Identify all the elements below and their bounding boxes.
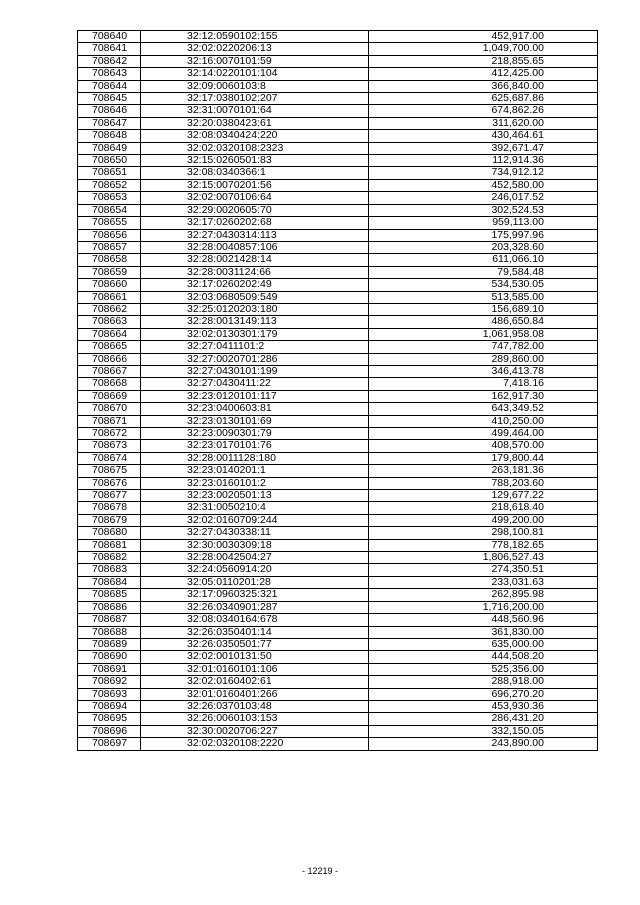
- table-row: [78, 316, 598, 328]
- table-row: [78, 614, 598, 626]
- record-id-cell: 708672: [78, 428, 141, 440]
- amount-cell: 346,413.78: [369, 365, 598, 377]
- record-id-cell: 708679: [78, 514, 141, 526]
- record-id-cell: 708678: [78, 502, 141, 514]
- cadastral-number-cell: 32:28:0042504:27: [141, 552, 369, 564]
- amount-cell: 1,806,527.43: [369, 552, 598, 564]
- table-row: [78, 328, 598, 340]
- table-row: [78, 105, 598, 117]
- cadastral-number-cell: 32:17:0960325:321: [141, 589, 369, 601]
- record-id-cell: 708667: [78, 365, 141, 377]
- record-id-cell: 708695: [78, 713, 141, 725]
- table-row: [78, 217, 598, 229]
- table-row: [78, 452, 598, 464]
- records-table: [77, 30, 598, 751]
- record-id-cell: 708686: [78, 601, 141, 613]
- cadastral-number-cell: 32:28:0040857:106: [141, 241, 369, 253]
- cadastral-number-cell: 32:09:0060103:8: [141, 80, 369, 92]
- amount-cell: 486,650.84: [369, 316, 598, 328]
- record-id-cell: 708694: [78, 700, 141, 712]
- cadastral-number-cell: 32:05:0110201:28: [141, 576, 369, 588]
- cadastral-number-cell: 32:26:0340901:287: [141, 601, 369, 613]
- table-row: [78, 651, 598, 663]
- record-id-cell: 708684: [78, 576, 141, 588]
- cadastral-number-cell: 32:17:0260202:68: [141, 217, 369, 229]
- record-id-cell: 708681: [78, 539, 141, 551]
- amount-cell: 274,350.51: [369, 564, 598, 576]
- amount-cell: 778,182.65: [369, 539, 598, 551]
- cadastral-number-cell: 32:08:0340424:220: [141, 130, 369, 142]
- table-row: [78, 539, 598, 551]
- table-row: [78, 80, 598, 92]
- table-row: [78, 440, 598, 452]
- table-row: [78, 638, 598, 650]
- amount-cell: 243,890.00: [369, 738, 598, 750]
- table-row: [78, 514, 598, 526]
- amount-cell: 643,349.52: [369, 403, 598, 415]
- record-id-cell: 708650: [78, 155, 141, 167]
- cadastral-number-cell: 32:29:0020605:70: [141, 204, 369, 216]
- record-id-cell: 708690: [78, 651, 141, 663]
- record-id-cell: 708674: [78, 452, 141, 464]
- record-id-cell: 708662: [78, 303, 141, 315]
- amount-cell: 262,895.98: [369, 589, 598, 601]
- amount-cell: 513,585.00: [369, 291, 598, 303]
- amount-cell: 410,250.00: [369, 415, 598, 427]
- table-row: [78, 55, 598, 67]
- table-row: [78, 490, 598, 502]
- page-number: - 12219 -: [301, 866, 339, 876]
- cadastral-number-cell: 32:27:0430338:11: [141, 527, 369, 539]
- cadastral-number-cell: 32:25:0120203:180: [141, 303, 369, 315]
- table-row: [78, 552, 598, 564]
- cadastral-number-cell: 32:23:0130101:69: [141, 415, 369, 427]
- amount-cell: 625,687.86: [369, 93, 598, 105]
- amount-cell: 203,328.60: [369, 241, 598, 253]
- table-row: [78, 266, 598, 278]
- amount-cell: 959,113.00: [369, 217, 598, 229]
- amount-cell: 392,671.47: [369, 142, 598, 154]
- record-id-cell: 708673: [78, 440, 141, 452]
- amount-cell: 452,917.00: [369, 31, 598, 43]
- cadastral-number-cell: 32:28:0011128:180: [141, 452, 369, 464]
- table-row: [78, 204, 598, 216]
- record-id-cell: 708665: [78, 341, 141, 353]
- amount-cell: 263,181.36: [369, 465, 598, 477]
- amount-cell: 747,782.00: [369, 341, 598, 353]
- table-row: [78, 254, 598, 266]
- records-body: [78, 31, 598, 751]
- cadastral-number-cell: 32:31:0050210:4: [141, 502, 369, 514]
- record-id-cell: 708664: [78, 328, 141, 340]
- table-row: [78, 192, 598, 204]
- record-id-cell: 708689: [78, 638, 141, 650]
- amount-cell: 218,855.65: [369, 55, 598, 67]
- amount-cell: 453,930.36: [369, 700, 598, 712]
- cadastral-number-cell: 32:02:0160402:61: [141, 676, 369, 688]
- amount-cell: 1,716,200.00: [369, 601, 598, 613]
- table-row: [78, 241, 598, 253]
- amount-cell: 696,270.20: [369, 688, 598, 700]
- amount-cell: 430,464.61: [369, 130, 598, 142]
- table-row: [78, 378, 598, 390]
- table-row: [78, 341, 598, 353]
- record-id-cell: 708648: [78, 130, 141, 142]
- amount-cell: 288,918.00: [369, 676, 598, 688]
- record-id-cell: 708660: [78, 279, 141, 291]
- cadastral-number-cell: 32:23:0160101:2: [141, 477, 369, 489]
- amount-cell: 79,584.48: [369, 266, 598, 278]
- amount-cell: 1,061,958.08: [369, 328, 598, 340]
- record-id-cell: 708676: [78, 477, 141, 489]
- cadastral-number-cell: 32:17:0260202:49: [141, 279, 369, 291]
- cadastral-number-cell: 32:01:0160401:266: [141, 688, 369, 700]
- table-row: [78, 43, 598, 55]
- cadastral-number-cell: 32:02:0010131:50: [141, 651, 369, 663]
- amount-cell: 734,912.12: [369, 167, 598, 179]
- cadastral-number-cell: 32:02:0320108:2220: [141, 738, 369, 750]
- table-row: [78, 279, 598, 291]
- record-id-cell: 708677: [78, 490, 141, 502]
- cadastral-number-cell: 32:01:0160101:106: [141, 663, 369, 675]
- table-row: [78, 527, 598, 539]
- cadastral-number-cell: 32:14:0220101:104: [141, 68, 369, 80]
- amount-cell: 534,530.05: [369, 279, 598, 291]
- cadastral-number-cell: 32:28:0021428:14: [141, 254, 369, 266]
- record-id-cell: 708654: [78, 204, 141, 216]
- cadastral-number-cell: 32:15:0260501:83: [141, 155, 369, 167]
- record-id-cell: 708646: [78, 105, 141, 117]
- amount-cell: 499,200.00: [369, 514, 598, 526]
- cadastral-number-cell: 32:02:0220206:13: [141, 43, 369, 55]
- record-id-cell: 708675: [78, 465, 141, 477]
- record-id-cell: 708645: [78, 93, 141, 105]
- cadastral-number-cell: 32:12:0590102:155: [141, 31, 369, 43]
- cadastral-number-cell: 32:27:0430411:22: [141, 378, 369, 390]
- amount-cell: 452,580.00: [369, 179, 598, 191]
- record-id-cell: 708683: [78, 564, 141, 576]
- amount-cell: 525,356.00: [369, 663, 598, 675]
- amount-cell: 7,418.16: [369, 378, 598, 390]
- table-row: [78, 291, 598, 303]
- record-id-cell: 708643: [78, 68, 141, 80]
- cadastral-number-cell: 32:23:0170101:76: [141, 440, 369, 452]
- cadastral-number-cell: 32:28:0031124:66: [141, 266, 369, 278]
- record-id-cell: 708642: [78, 55, 141, 67]
- table-row: [78, 688, 598, 700]
- amount-cell: 412,425.00: [369, 68, 598, 80]
- table-row: [78, 68, 598, 80]
- table-row: [78, 502, 598, 514]
- amount-cell: 408,570.00: [369, 440, 598, 452]
- amount-cell: 674,862.26: [369, 105, 598, 117]
- record-id-cell: 708687: [78, 614, 141, 626]
- cadastral-number-cell: 32:02:0160709:244: [141, 514, 369, 526]
- record-id-cell: 708649: [78, 142, 141, 154]
- record-id-cell: 708653: [78, 192, 141, 204]
- record-id-cell: 708693: [78, 688, 141, 700]
- amount-cell: 112,914.36: [369, 155, 598, 167]
- record-id-cell: 708659: [78, 266, 141, 278]
- cadastral-number-cell: 32:23:0120101:117: [141, 390, 369, 402]
- table-row: [78, 130, 598, 142]
- cadastral-number-cell: 32:23:0140201:1: [141, 465, 369, 477]
- cadastral-number-cell: 32:02:0070106:64: [141, 192, 369, 204]
- table-row: [78, 428, 598, 440]
- table-row: [78, 477, 598, 489]
- table-row: [78, 142, 598, 154]
- cadastral-number-cell: 32:27:0430314:113: [141, 229, 369, 241]
- cadastral-number-cell: 32:17:0380102:207: [141, 93, 369, 105]
- cadastral-number-cell: 32:26:0350501:77: [141, 638, 369, 650]
- table-row: [78, 564, 598, 576]
- amount-cell: 1,049,700.00: [369, 43, 598, 55]
- cadastral-number-cell: 32:31:0070101:64: [141, 105, 369, 117]
- record-id-cell: 708652: [78, 179, 141, 191]
- amount-cell: 448,560.96: [369, 614, 598, 626]
- record-id-cell: 708680: [78, 527, 141, 539]
- record-id-cell: 708697: [78, 738, 141, 750]
- table-row: [78, 167, 598, 179]
- cadastral-number-cell: 32:28:0013149:113: [141, 316, 369, 328]
- record-id-cell: 708655: [78, 217, 141, 229]
- amount-cell: 179,800.44: [369, 452, 598, 464]
- cadastral-number-cell: 32:27:0020701:286: [141, 353, 369, 365]
- table-row: [78, 663, 598, 675]
- cadastral-number-cell: 32:16:0070101:59: [141, 55, 369, 67]
- amount-cell: 311,620.00: [369, 117, 598, 129]
- record-id-cell: 708666: [78, 353, 141, 365]
- amount-cell: 611,066.10: [369, 254, 598, 266]
- table-row: [78, 676, 598, 688]
- amount-cell: 218,618.40: [369, 502, 598, 514]
- record-id-cell: 708682: [78, 552, 141, 564]
- amount-cell: 286,431.20: [369, 713, 598, 725]
- table-row: [78, 700, 598, 712]
- amount-cell: 233,031.63: [369, 576, 598, 588]
- table-row: [78, 465, 598, 477]
- cadastral-number-cell: 32:15:0070201:56: [141, 179, 369, 191]
- cadastral-number-cell: 32:27:0430101:199: [141, 365, 369, 377]
- table-row: [78, 229, 598, 241]
- record-id-cell: 708651: [78, 167, 141, 179]
- table-row: [78, 738, 598, 750]
- cadastral-number-cell: 32:03:0680509:549: [141, 291, 369, 303]
- amount-cell: 302,524.53: [369, 204, 598, 216]
- record-id-cell: 708641: [78, 43, 141, 55]
- record-id-cell: 708696: [78, 725, 141, 737]
- cadastral-number-cell: 32:08:0340164:678: [141, 614, 369, 626]
- amount-cell: 298,100.81: [369, 527, 598, 539]
- record-id-cell: 708658: [78, 254, 141, 266]
- cadastral-number-cell: 32:26:0370103:48: [141, 700, 369, 712]
- table-row: [78, 403, 598, 415]
- cadastral-number-cell: 32:30:0030309:18: [141, 539, 369, 551]
- cadastral-number-cell: 32:30:0020706:227: [141, 725, 369, 737]
- amount-cell: 162,917.30: [369, 390, 598, 402]
- record-id-cell: 708669: [78, 390, 141, 402]
- cadastral-number-cell: 32:24:0560914:20: [141, 564, 369, 576]
- table-row: [78, 725, 598, 737]
- amount-cell: 635,000.00: [369, 638, 598, 650]
- record-id-cell: 708691: [78, 663, 141, 675]
- cadastral-number-cell: 32:20:0380423:61: [141, 117, 369, 129]
- cadastral-number-cell: 32:23:0400603:81: [141, 403, 369, 415]
- table-row: [78, 303, 598, 315]
- table-row: [78, 31, 598, 43]
- amount-cell: 246,017.52: [369, 192, 598, 204]
- table-row: [78, 415, 598, 427]
- amount-cell: 156,689.10: [369, 303, 598, 315]
- record-id-cell: 708692: [78, 676, 141, 688]
- record-id-cell: 708670: [78, 403, 141, 415]
- table-row: [78, 576, 598, 588]
- cadastral-number-cell: 32:26:0060103:153: [141, 713, 369, 725]
- table-row: [78, 365, 598, 377]
- cadastral-number-cell: 32:23:0020501:13: [141, 490, 369, 502]
- table-row: [78, 93, 598, 105]
- cadastral-number-cell: 32:08:0340366:1: [141, 167, 369, 179]
- table-row: [78, 713, 598, 725]
- cadastral-number-cell: 32:27:0411101:2: [141, 341, 369, 353]
- amount-cell: 332,150.05: [369, 725, 598, 737]
- record-id-cell: 708668: [78, 378, 141, 390]
- record-id-cell: 708688: [78, 626, 141, 638]
- table-row: [78, 179, 598, 191]
- amount-cell: 499,464.00: [369, 428, 598, 440]
- cadastral-number-cell: 32:23:0090301:79: [141, 428, 369, 440]
- record-id-cell: 708657: [78, 241, 141, 253]
- record-id-cell: 708663: [78, 316, 141, 328]
- amount-cell: 129,677.22: [369, 490, 598, 502]
- amount-cell: 289,860.00: [369, 353, 598, 365]
- record-id-cell: 708644: [78, 80, 141, 92]
- amount-cell: 444,508.20: [369, 651, 598, 663]
- amount-cell: 361,830.00: [369, 626, 598, 638]
- record-id-cell: 708647: [78, 117, 141, 129]
- cadastral-number-cell: 32:26:0350401:14: [141, 626, 369, 638]
- table-row: [78, 353, 598, 365]
- record-id-cell: 708640: [78, 31, 141, 43]
- table-row: [78, 390, 598, 402]
- amount-cell: 366,840.00: [369, 80, 598, 92]
- table-row: [78, 601, 598, 613]
- table-row: [78, 589, 598, 601]
- amount-cell: 788,203.60: [369, 477, 598, 489]
- amount-cell: 175,997.96: [369, 229, 598, 241]
- table-row: [78, 155, 598, 167]
- record-id-cell: 708661: [78, 291, 141, 303]
- record-id-cell: 708656: [78, 229, 141, 241]
- cadastral-number-cell: 32:02:0320108:2323: [141, 142, 369, 154]
- record-id-cell: 708685: [78, 589, 141, 601]
- cadastral-number-cell: 32:02:0130301:179: [141, 328, 369, 340]
- record-id-cell: 708671: [78, 415, 141, 427]
- table-row: [78, 117, 598, 129]
- table-row: [78, 626, 598, 638]
